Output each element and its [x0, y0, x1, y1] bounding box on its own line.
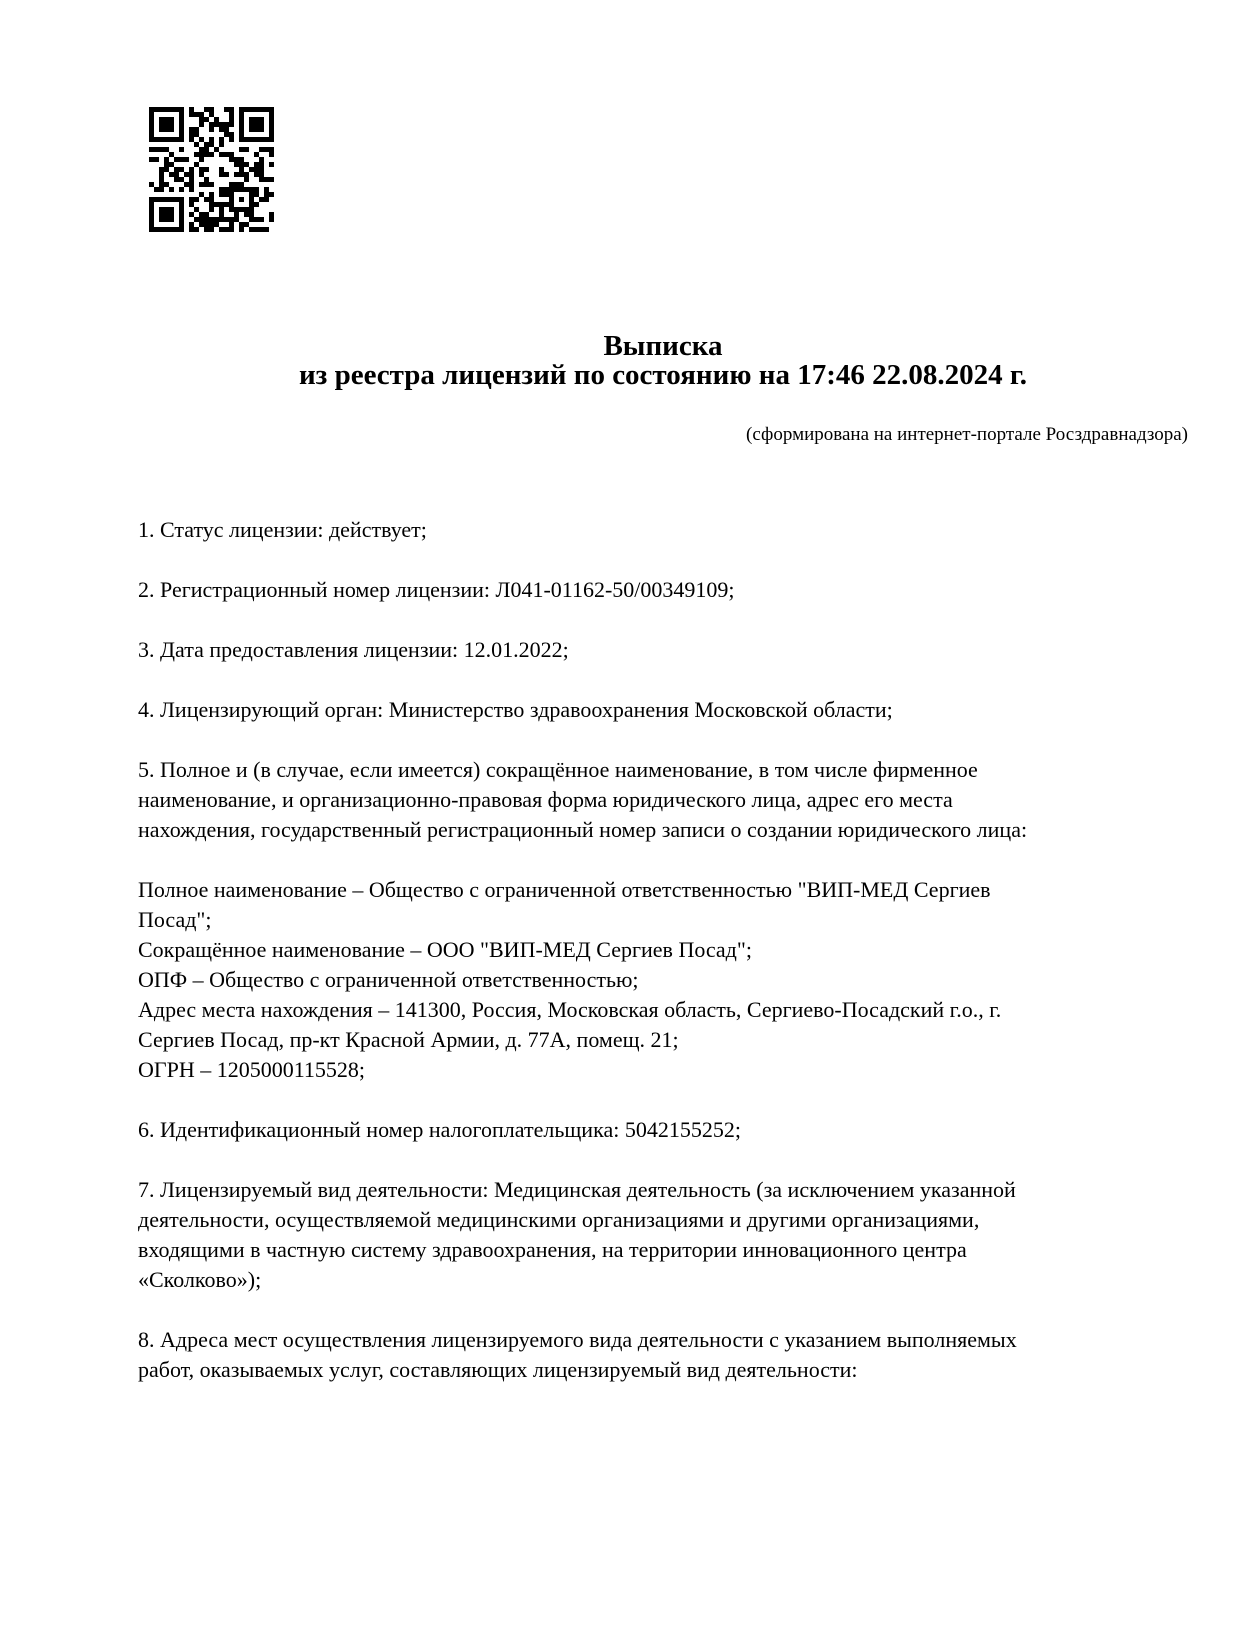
title-line-1: Выписка	[603, 330, 723, 362]
paragraph-6	[138, 875, 1188, 1085]
paragraph-4	[138, 695, 1188, 725]
text-line: входящими в частную систему здравоохранения, на территории инновационного центра	[138, 1237, 967, 1262]
text-line: Сергиев Посад, пр-кт Красной Армии, д. 77А, помещ. 21;	[138, 1027, 679, 1052]
text-line: наименование, и организационно-правовая форма юридического лица, адрес его места	[138, 787, 953, 812]
text-line: 2. Регистрационный номер лицензии: Л041-01162-50/00349109;	[138, 577, 735, 602]
title-line-2: из реестра лицензий по состоянию на 17:46 22.08.2024 г.	[298, 359, 1028, 391]
document-body	[138, 515, 1188, 1385]
text-line: «Сколково»);	[138, 1267, 262, 1292]
document-title	[138, 332, 1188, 390]
text-line: 1. Статус лицензии: действует;	[138, 517, 427, 542]
paragraph-3	[138, 635, 1188, 665]
text-line: 5. Полное и (в случае, если имеется) сокращённое наименование, в том числе фирменное	[138, 757, 978, 782]
paragraph-8	[138, 1175, 1188, 1295]
text-line: 7. Лицензируемый вид деятельности: Медицинская деятельность (за исключением указанной	[138, 1177, 1016, 1202]
text-line: ОГРН – 1205000115528;	[138, 1057, 366, 1082]
paragraph-2	[138, 575, 1188, 605]
generation-note: (сформирована на интернет-портале Росздравнадзора)	[746, 424, 1188, 445]
qr-code-icon	[149, 107, 274, 232]
paragraph-1	[138, 515, 1188, 545]
text-line: деятельности, осуществляемой медицинскими организациями и другими организациями,	[138, 1207, 980, 1232]
text-line: ОПФ – Общество с ограниченной ответственностью;	[138, 967, 639, 992]
paragraph-7	[138, 1115, 1188, 1145]
text-line: 4. Лицензирующий орган: Министерство здравоохранения Московской области;	[138, 697, 893, 722]
text-line: Адрес места нахождения – 141300, Россия, Московская область, Сергиево-Посадский г.о., г.	[138, 997, 1002, 1022]
text-line: нахождения, государственный регистрационный номер записи о создании юридического лица:	[138, 817, 1028, 842]
text-line: работ, оказываемых услуг, составляющих лицензируемый вид деятельности:	[138, 1357, 858, 1382]
text-line: Полное наименование – Общество с ограниченной ответственностью "ВИП-МЕД Сергиев	[138, 877, 991, 902]
text-line: Сокращённое наименование – ООО "ВИП-МЕД Сергиев Посад";	[138, 937, 752, 962]
paragraph-9	[138, 1325, 1188, 1385]
text-line: 6. Идентификационный номер налогоплательщика: 5042155252;	[138, 1117, 741, 1142]
text-line: Посад";	[138, 907, 212, 932]
paragraph-5	[138, 755, 1188, 845]
text-line: 3. Дата предоставления лицензии: 12.01.2022;	[138, 637, 569, 662]
text-line: 8. Адреса мест осуществления лицензируемого вида деятельности с указанием выполняемых	[138, 1327, 1017, 1352]
